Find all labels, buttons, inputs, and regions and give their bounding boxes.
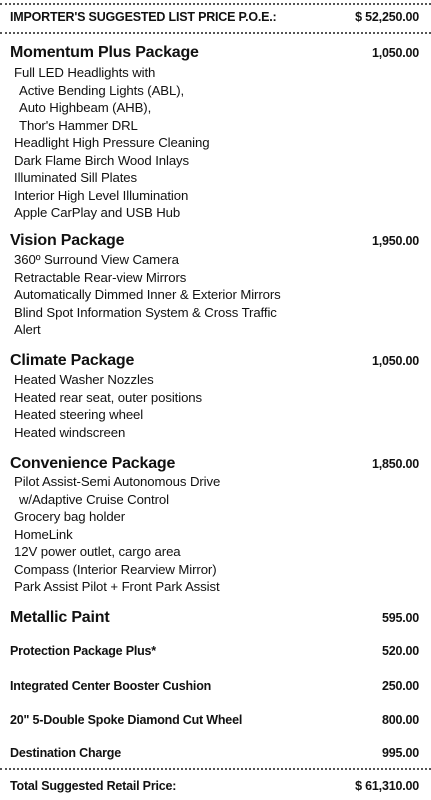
package-name: Climate Package	[10, 352, 135, 369]
package-name: Vision Package	[10, 232, 125, 249]
list-item: Automatically Dimmed Inner & Exterior Mirrors	[14, 287, 281, 302]
option-name: Protection Package Plus*	[10, 644, 156, 658]
total-label: Total Suggested Retail Price:	[10, 779, 177, 793]
option-price: 595.00	[381, 611, 419, 625]
list-item: Alert	[14, 322, 41, 337]
list-item: Heated rear seat, outer positions	[14, 389, 203, 405]
option-row-protection	[10, 644, 419, 658]
option-name: Integrated Center Booster Cushion	[10, 679, 212, 693]
package-name: Convenience Package	[10, 455, 176, 472]
base-price-row	[10, 10, 419, 24]
total-row	[10, 779, 419, 793]
list-item: Headlight High Pressure Cleaning	[14, 135, 210, 150]
total-divider	[0, 768, 431, 770]
list-item: HomeLink	[14, 526, 73, 542]
option-price: 520.00	[381, 644, 419, 658]
list-item: 360º Surround View Camera	[14, 252, 179, 267]
list-item: Heated Washer Nozzles	[14, 372, 154, 387]
list-item: Retractable Rear-view Mirrors	[14, 269, 187, 285]
option-row-booster	[10, 679, 419, 693]
package-items-vision	[14, 251, 334, 339]
base-price-label: IMPORTER'S SUGGESTED LIST PRICE P.O.E.:	[10, 10, 277, 24]
package-items-convenience	[14, 473, 334, 596]
list-item: Pilot Assist-Semi Autonomous Drive	[14, 474, 221, 489]
list-item: Dark Flame Birch Wood Inlays	[14, 152, 190, 168]
package-header-momentum	[10, 44, 419, 62]
list-item: 12V power outlet, cargo area	[14, 544, 181, 559]
list-item: Blind Spot Information System & Cross Traffic	[14, 304, 277, 320]
option-name: 20" 5-Double Spoke Diamond Cut Wheel	[10, 713, 243, 727]
option-price: 250.00	[381, 679, 419, 693]
metallic-paint-row	[10, 609, 419, 627]
package-header-convenience	[10, 455, 419, 473]
option-name: Destination Charge	[10, 746, 121, 760]
option-price: 800.00	[381, 713, 419, 727]
list-item: Thor's Hammer DRL	[19, 117, 138, 133]
package-price: 1,050.00	[371, 46, 419, 60]
list-item: w/Adaptive Cruise Control	[19, 491, 169, 507]
option-price: 995.00	[381, 746, 419, 760]
list-item: Apple CarPlay and USB Hub	[14, 205, 181, 220]
list-item: Illuminated Sill Plates	[14, 170, 138, 185]
package-price: 1,050.00	[371, 354, 419, 368]
package-header-climate	[10, 352, 419, 370]
list-item: Heated steering wheel	[14, 407, 144, 422]
top-divider	[0, 3, 431, 5]
package-name: Momentum Plus Package	[10, 44, 199, 61]
list-item: Full LED Headlights with	[14, 65, 156, 80]
list-item: Active Bending Lights (ABL),	[19, 82, 185, 98]
package-price: 1,850.00	[371, 457, 419, 471]
package-items-momentum	[14, 64, 334, 222]
base-price-value: $ 52,250.00	[355, 10, 419, 24]
list-item: Interior High Level Illumination	[14, 187, 189, 203]
package-price: 1,950.00	[371, 234, 419, 248]
option-name: Metallic Paint	[10, 609, 110, 626]
total-price: $ 61,310.00	[355, 779, 419, 793]
package-items-climate	[14, 371, 334, 441]
list-item: Heated windscreen	[14, 424, 126, 440]
header-divider	[0, 32, 431, 34]
list-item: Compass (Interior Rearview Mirror)	[14, 561, 217, 577]
list-item: Park Assist Pilot + Front Park Assist	[14, 579, 220, 594]
package-header-vision	[10, 232, 419, 250]
option-row-destination	[10, 746, 419, 760]
option-row-wheel	[10, 713, 419, 727]
list-item: Grocery bag holder	[14, 509, 126, 524]
list-item: Auto Highbeam (AHB),	[19, 100, 152, 115]
